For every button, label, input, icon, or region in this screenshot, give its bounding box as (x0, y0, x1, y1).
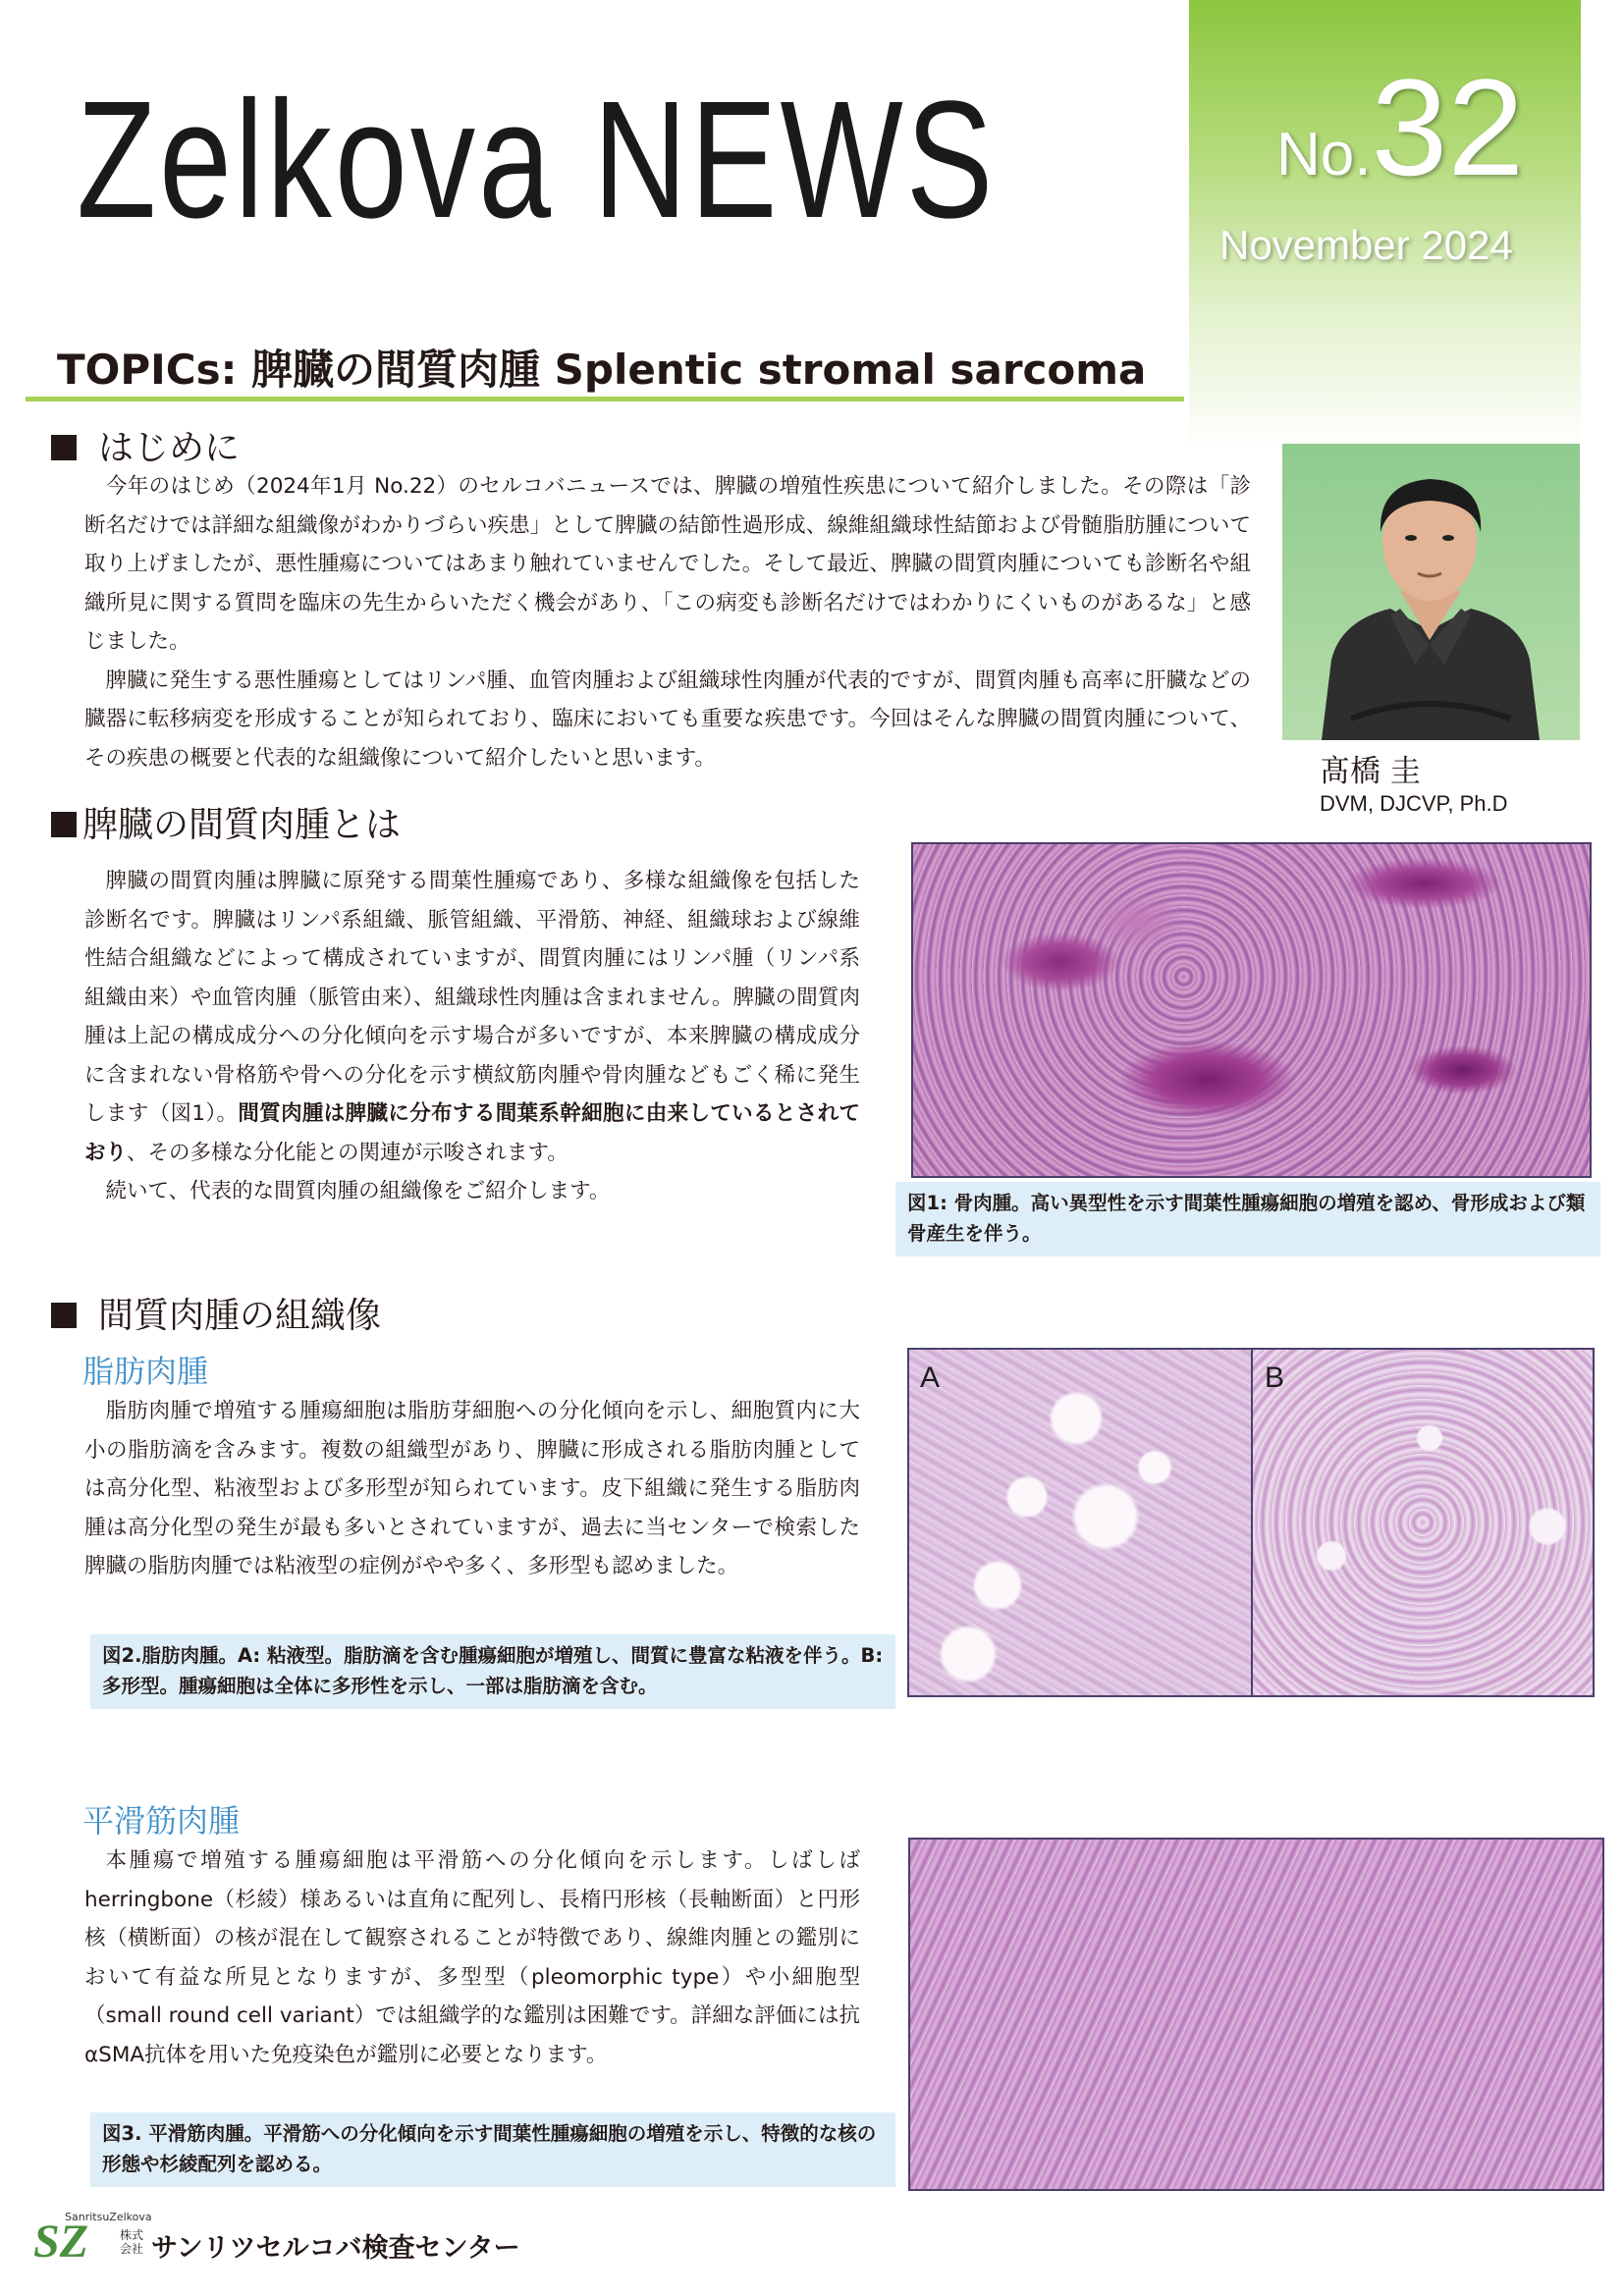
leiomyosarcoma-text: 本腫瘍で増殖する腫瘍細胞は平滑筋への分化傾向を示します。しばしばherringbone（杉綾）様あるいは直角に配列し、長楕円形核（長軸断面）と円形核（横断面）の核が混在して観察されることが特徴であり、線維肉腫との鑑別において有益な所見となりますが、多型型（pleomorphic type）や小細胞型（small round cell variant）では組織学的な鑑別は困難です。詳細な評価には抗αSMA抗体を用いた免疫染色が鑑別に必要となります。 (84, 1848, 860, 2067)
figure-2-caption: 図2.脂肪肉腫。A: 粘液型。脂肪滴を含む腫瘍細胞が増殖し、間質に豊富な粘液を伴う。B:多形型。腫瘍細胞は全体に多形性を示し、一部は脂肪滴を含む。 (90, 1634, 895, 1709)
square-bullet-icon (51, 435, 77, 460)
intro-paragraph-2: 脾臓に発生する悪性腫瘍としてはリンパ腫、血管肉腫および組織球性肉腫が代表的ですが、間質肉腫も高率に肝臓などの臓器に転移病変を形成することが知られており、臨床においても重要な疾患です。今回はそんな脾臓の間質肉腫について、その疾患の概要と代表的な組織像について紹介したいと思います。 (84, 667, 1251, 771)
square-bullet-icon (51, 1303, 77, 1328)
portrait-illustration (1282, 444, 1580, 740)
masthead-title: Zelkova NEWS (77, 67, 997, 253)
issue-date: November 2024 (1219, 222, 1513, 268)
logo-small-text: SanritsuZelkova (65, 2211, 152, 2223)
intro-text (84, 467, 1251, 777)
figure-2b-image (1251, 1348, 1595, 1697)
section2-paragraph-1: 脾臓の間質肉腫は脾臓に原発する間葉性腫瘍であり、多様な組織像を包括した診断名です。脾臓はリンパ系組織、脈管組織、平滑筋、神経、組織球および線維性結合組織などによって構成されていますが、間質肉腫にはリンパ腫（リンパ系組織由来）や血管肉腫（脈管由来）、組織球性肉腫は含まれません。脾臓の間質肉腫は上記の構成成分への分化傾向を示す場合が多いですが、本来脾臓の構成成分に含まれない骨格筋や骨への分化を示す横紋筋肉腫や骨肉腫などもごく稀に発生します（図1）。間質肉腫は脾臓に分布する間葉系幹細胞に由来しているとされており、その多様な分化能との関連が示唆されます。 (84, 869, 860, 1165)
intro-heading: はじめに (51, 420, 240, 470)
author-credentials: DVM, DJCVP, Ph.D (1320, 791, 1508, 816)
intro-paragraph-1: 今年のはじめ（2024年1月 No.22）のセルコバニュースでは、脾臓の増殖性疾患について紹介しました。その際は「診断名だけでは詳細な組織像がわかりづらい疾患」として脾臓の結節性過形成、線維組織球性結節および骨髄脂肪腫について取り上げましたが、悪性腫瘍についてはあまり触れていませんでした。そして最近、脾臓の間質肉腫についても診断名や組織所見に関する質問を臨床の先生からいただく機会があり、「この病変も診断名だけではわかりにくいものがあるな」と感じました。 (84, 474, 1251, 654)
author-portrait (1282, 444, 1580, 740)
company-name: サンリツセルコバ検査センター (151, 2233, 520, 2264)
section2-heading: 脾臓の間質肉腫とは (51, 797, 401, 847)
liposarcoma-text: 脂肪肉腫で増殖する腫瘍細胞は脂肪芽細胞への分化傾向を示し、細胞質内に大小の脂肪滴を含みます。複数の組織型があり、脾臓に形成される脂肪肉腫としては高分化型、粘液型および多形型が知られています。皮下組織に発生する脂肪肉腫は高分化型の発生が最も多いとされていますが、過去に当センターで検索した脾臓の脂肪肉腫では粘液型の症例がやや多く、多形型も認めました。 (84, 1399, 860, 1578)
liposarcoma-heading: 脂肪肉腫 (82, 1353, 209, 1390)
company-prefix: 株式会社 (120, 2228, 144, 2256)
section3-heading: 間質肉腫の組織像 (51, 1288, 381, 1338)
figure-3-caption: 図3. 平滑筋肉腫。平滑筋への分化傾向を示す間葉性腫瘍細胞の増殖を示し、特徴的な核の形態や杉綾配列を認める。 (90, 2112, 895, 2187)
company-logo (33, 2211, 520, 2273)
figure-2b-label: B (1265, 1362, 1285, 1394)
topics-title: TOPICs: 脾臓の間質肉腫 Splentic stromal sarcoma (57, 346, 1147, 394)
leiomyosarcoma-heading: 平滑筋肉腫 (82, 1802, 241, 1840)
figure-1-image (911, 842, 1592, 1178)
section2-paragraph-2: 続いて、代表的な間質肉腫の組織像をご紹介します。 (105, 1179, 611, 1203)
section2-bold-text: 間質肉腫は脾臓に分布する間葉系幹細胞に由来しているとされており (84, 1101, 860, 1165)
author-name: 髙橋 圭 (1320, 754, 1421, 789)
logo-mark: SZ (33, 2216, 89, 2268)
figure-2a-label: A (920, 1362, 941, 1394)
issue-number (1276, 50, 1525, 204)
topics-divider (26, 397, 1184, 401)
figure-2a-image (907, 1348, 1253, 1697)
figure-3-image (908, 1838, 1604, 2191)
issue-prefix: No. (1276, 121, 1372, 188)
figure-1-caption: 図1: 骨肉腫。高い異型性を示す間葉性腫瘍細胞の増殖を認め、骨形成および類骨産生を伴う。 (895, 1182, 1600, 1256)
issue-value: 32 (1371, 50, 1525, 204)
section2-text (84, 862, 860, 1211)
square-bullet-icon (51, 812, 77, 837)
